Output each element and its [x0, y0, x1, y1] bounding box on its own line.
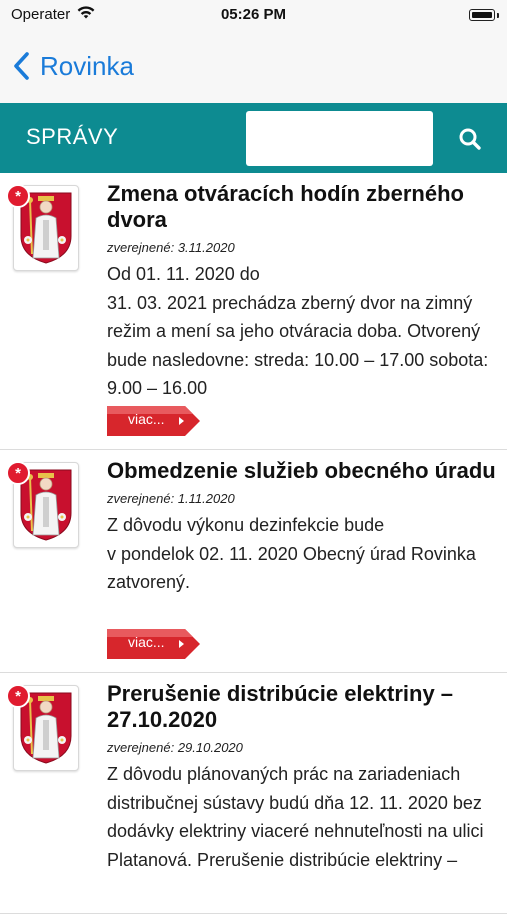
- news-content: [107, 458, 499, 597]
- navigation-bar: [0, 30, 507, 103]
- carrier-label: Operater: [11, 6, 71, 23]
- news-title: Obmedzenie služieb obecného úradu: [107, 458, 496, 483]
- news-item[interactable]: [0, 673, 507, 914]
- news-body: Z dôvodu plánovaných prác na zariadeniach distribučnej sústavy budú dňa 12. 11. 2020 bez dodávky elektriny viaceré nehnuteľnosti na ulici Platanová. Prerušenie distribúcie elektriny –: [107, 764, 484, 870]
- arrow-right-icon: [178, 416, 186, 426]
- news-date: zverejnené: 3.11.2020: [107, 240, 235, 255]
- news-content: [107, 181, 499, 403]
- more-button[interactable]: [107, 629, 200, 659]
- news-list: [0, 173, 507, 914]
- news-body: Od 01. 11. 2020 do 31. 03. 2021 prechádza zberný dvor na zimný režim a mení sa jeho otváracia doba. Otvorený bude nasledovne: streda: 10.00 – 17.00 sobota: 9.00 – 16.00: [107, 264, 489, 398]
- search-input[interactable]: [246, 111, 433, 166]
- news-date: zverejnené: 1.11.2020: [107, 491, 235, 506]
- more-button[interactable]: [107, 406, 200, 436]
- search-button[interactable]: [446, 120, 494, 158]
- news-body: Z dôvodu výkonu dezinfekcie bude v pondelok 02. 11. 2020 Obecný úrad Rovinka zatvorený.: [107, 515, 476, 592]
- unread-badge-icon: *: [6, 684, 30, 708]
- arrow-right-icon: [178, 639, 186, 649]
- news-item[interactable]: [0, 173, 507, 450]
- chevron-left-icon: [12, 51, 32, 81]
- news-title: Prerušenie distribúcie elektriny – 27.10.2020: [107, 681, 454, 732]
- news-content: [107, 681, 499, 874]
- news-date: zverejnené: 29.10.2020: [107, 740, 243, 755]
- battery-icon: [469, 9, 495, 21]
- clock: 05:26 PM: [220, 6, 287, 23]
- search-icon: [458, 127, 482, 151]
- status-bar: [0, 0, 507, 30]
- news-item[interactable]: [0, 450, 507, 673]
- back-label: Rovinka: [40, 50, 134, 81]
- more-label: viac...: [128, 411, 165, 427]
- section-header: [0, 103, 507, 173]
- unread-badge-icon: *: [6, 184, 30, 208]
- unread-badge-icon: *: [6, 461, 30, 485]
- more-label: viac...: [128, 634, 165, 650]
- page-title: SPRÁVY: [26, 124, 119, 149]
- back-button[interactable]: [12, 48, 134, 84]
- news-title: Zmena otváracích hodín zberného dvora: [107, 181, 464, 232]
